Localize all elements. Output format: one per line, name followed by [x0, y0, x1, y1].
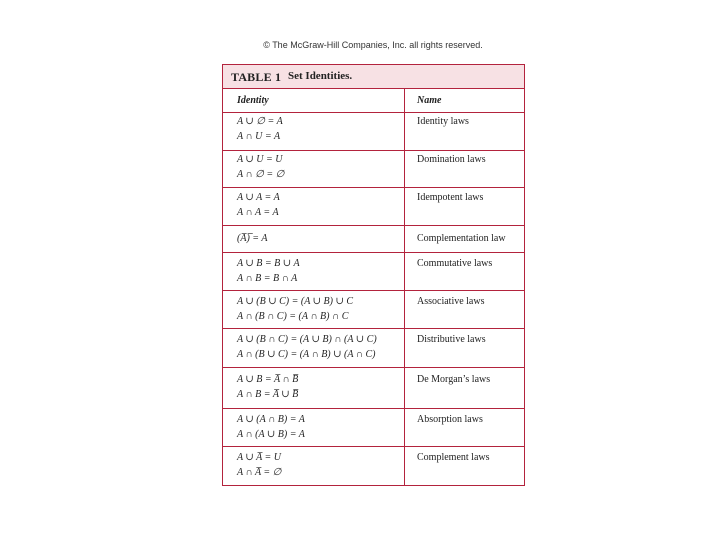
table-header — [223, 65, 524, 89]
identity-equation: A ∪ (B ∪ C) = (A ∪ B) ∪ C — [237, 296, 353, 307]
law-name: Complement laws — [417, 452, 490, 463]
law-name: De Morgan’s laws — [417, 374, 491, 385]
identity-equation: A ∩ (B ∪ C) = (A ∩ B) ∪ (A ∩ C) — [237, 349, 376, 360]
identity-equation: A ∩ (B ∩ C) = (A ∩ B) ∩ C — [237, 311, 349, 322]
identity-equation: A ∩ B = B ∩ A — [237, 273, 298, 284]
row-divider — [223, 187, 524, 188]
row-divider — [223, 88, 524, 89]
row-divider — [223, 408, 524, 409]
identity-equation: A ∪ (A ∩ B) = A — [237, 414, 305, 425]
column-divider — [404, 89, 405, 485]
identity-equation: A ∩ A̅ = ∅ — [237, 467, 282, 478]
law-name: Absorption laws — [417, 414, 483, 425]
column-header-identity: Identity — [237, 95, 269, 106]
table-title: Set Identities. — [288, 70, 353, 82]
identity-equation: A ∪ B = B ∪ A — [237, 258, 300, 269]
identity-equation: A ∩ U = A — [237, 131, 281, 142]
row-divider — [223, 290, 524, 291]
copyright-notice: © The McGraw-Hill Companies, Inc. all rights reserved. — [263, 40, 483, 50]
row-divider — [223, 328, 524, 329]
identity-equation: A ∪ B = A̅ ∩ B̅ — [237, 374, 299, 385]
law-name: Idempotent laws — [417, 192, 484, 203]
identity-equation: (A̅)̅ = A — [237, 233, 268, 244]
law-name: Commutative laws — [417, 258, 493, 269]
identity-equation: A ∪ A = A — [237, 192, 280, 203]
identity-equation: A ∪ U = U — [237, 154, 283, 165]
law-name: Associative laws — [417, 296, 485, 307]
identity-equation: A ∩ B = A̅ ∪ B̅ — [237, 389, 299, 400]
law-name: Complementation law — [417, 233, 506, 244]
row-divider — [223, 112, 524, 113]
law-name: Domination laws — [417, 154, 486, 165]
identity-equation: A ∩ (A ∪ B) = A — [237, 429, 305, 440]
set-identities-table — [222, 64, 525, 486]
row-divider — [223, 225, 524, 226]
row-divider — [223, 367, 524, 368]
identity-equation: A ∩ A = A — [237, 207, 279, 218]
identity-equation: A ∪ (B ∩ C) = (A ∪ B) ∩ (A ∪ C) — [237, 334, 377, 345]
table-number: TABLE 1 — [231, 70, 282, 84]
law-name: Identity laws — [417, 116, 469, 127]
row-divider — [223, 150, 524, 151]
row-divider — [223, 446, 524, 447]
law-name: Distributive laws — [417, 334, 486, 345]
identity-equation: A ∩ ∅ = ∅ — [237, 169, 285, 180]
identity-equation: A ∪ A̅ = U — [237, 452, 282, 463]
column-header-name: Name — [417, 95, 442, 106]
identity-equation: A ∪ ∅ = A — [237, 116, 283, 127]
row-divider — [223, 252, 524, 253]
